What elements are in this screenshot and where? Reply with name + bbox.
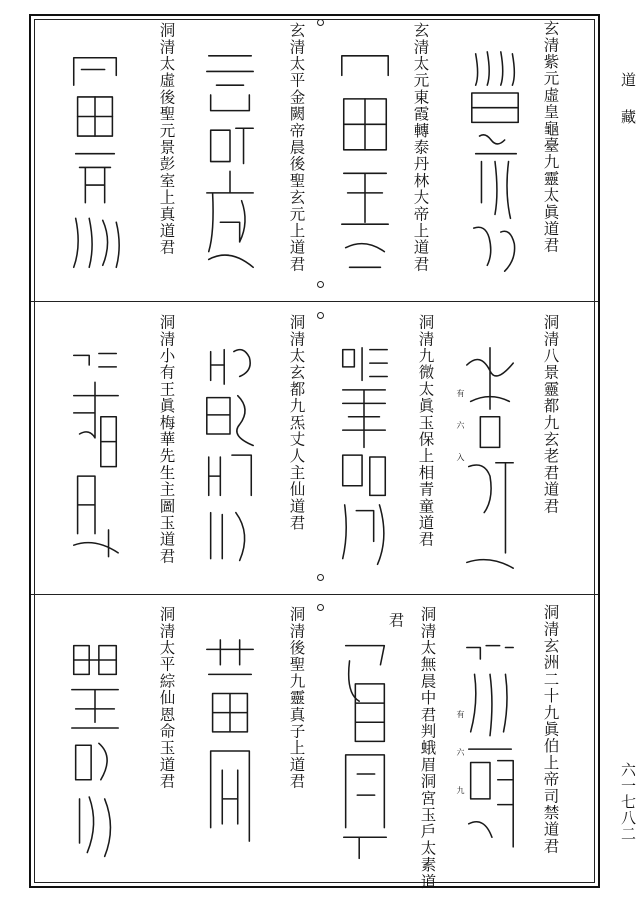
deity-title: 玄清紫元虛皇龜臺九靈太眞道君 (541, 20, 560, 254)
panel-divider-2 (31, 594, 598, 595)
panel-divider-1 (31, 301, 598, 302)
deity-title: 洞清太虛後聖元景彭室上真道君 (157, 22, 176, 256)
seal-script-glyphs (201, 636, 259, 866)
circle-mark (317, 19, 324, 26)
seal-script-glyphs (335, 342, 393, 572)
annotation-note: 有六九 (456, 710, 465, 824)
deity-title-overflow: 君 (386, 612, 405, 629)
seal-script-glyphs (336, 636, 394, 866)
seal-script-glyphs (66, 46, 124, 281)
circle-mark (317, 312, 324, 319)
deity-title: 玄清太元東霞轉泰丹林大帝上道君 (411, 22, 430, 273)
deity-title: 洞清太平綜仙恩命玉道君 (157, 606, 176, 790)
deity-title: 洞清後聖九靈真子上道君 (287, 606, 306, 790)
deity-title: 洞清太無晨中君判蛾眉洞宮玉戶太素道 (418, 606, 437, 890)
seal-script-glyphs (66, 342, 124, 572)
seal-script-glyphs (201, 46, 259, 281)
annotation-note: 有六入 (456, 389, 465, 485)
deity-title: 洞清小有王眞梅華先生主圖玉道君 (157, 314, 176, 565)
seal-script-glyphs (201, 342, 259, 572)
deity-title: 洞清九微太眞玉保上相青童道君 (416, 314, 435, 548)
seal-script-glyphs (466, 46, 524, 281)
circle-mark (317, 574, 324, 581)
seal-script-glyphs (461, 636, 519, 866)
page-frame (29, 14, 600, 888)
seal-script-glyphs (66, 636, 124, 866)
deity-title: 洞清八景靈都九玄老君道君 (541, 314, 560, 515)
circle-mark (317, 281, 324, 288)
seal-script-glyphs (461, 342, 519, 572)
page-number: 六一七八二 (619, 762, 637, 842)
deity-title: 洞清太玄都九炁丈人主仙道君 (287, 314, 306, 532)
deity-title: 玄清太平金闕帝晨後聖玄元上道君 (287, 22, 306, 273)
circle-mark (317, 604, 324, 611)
deity-title: 洞清玄洲二十九眞伯上帝司禁道君 (541, 604, 560, 855)
collection-label: 道藏 (619, 72, 637, 146)
seal-script-glyphs (336, 46, 394, 281)
